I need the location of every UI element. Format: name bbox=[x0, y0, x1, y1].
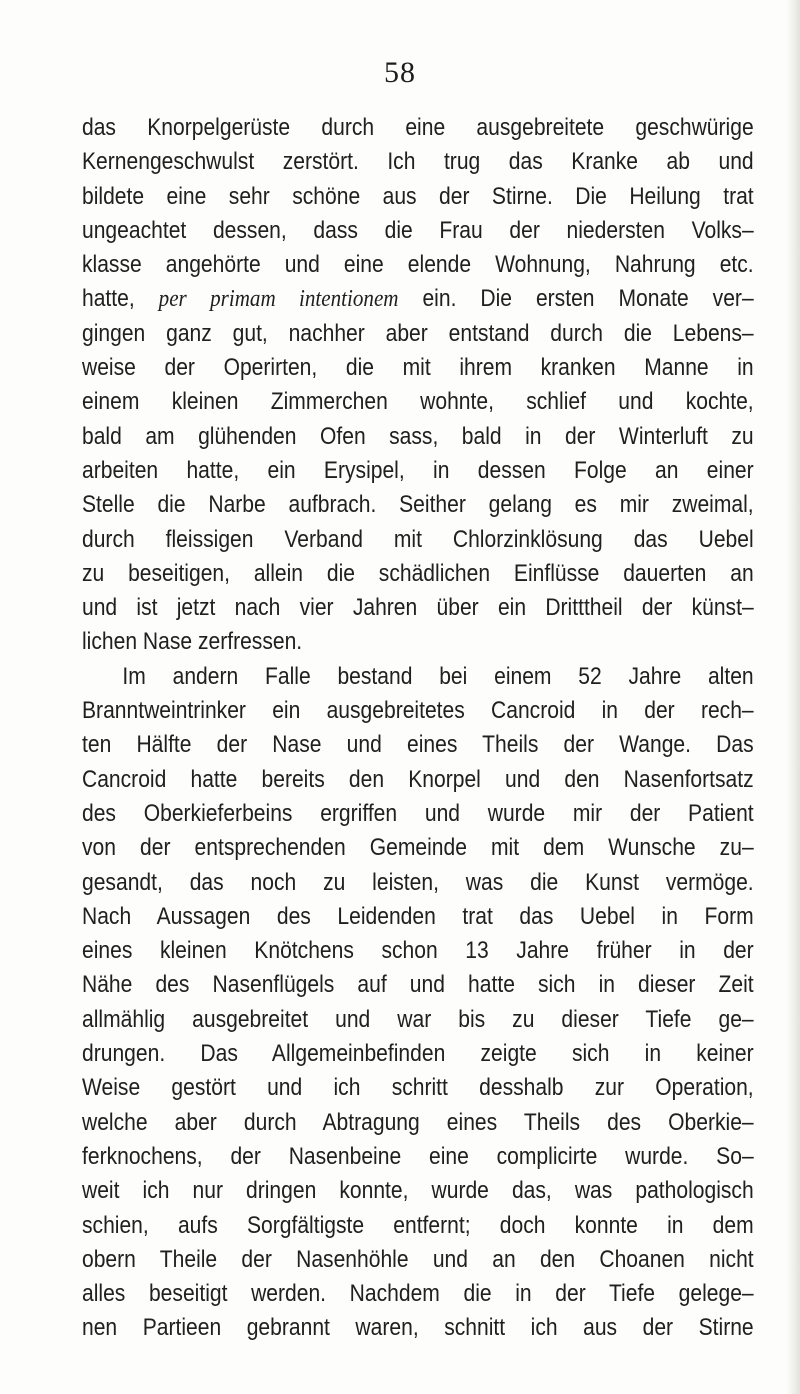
text-line: nen Partieen gebrannt waren, schnitt ich aus der Stirne bbox=[82, 1314, 754, 1342]
page-edge-shadow bbox=[786, 0, 800, 1394]
text-line: alles beseitigt werden. Nachdem die in der Tiefe gelege– bbox=[82, 1280, 754, 1308]
text-line: bald am glühenden Ofen sass, bald in der Winterluft zu bbox=[82, 422, 754, 450]
text-line: Nähe des Nasenflügels auf und hatte sich in dieser Zeit bbox=[82, 971, 754, 999]
italic-latin-phrase: per primam intentionem bbox=[158, 285, 399, 313]
paragraph-end-line: lichen Nase zerfressen. bbox=[82, 628, 303, 656]
text-line: obern Theile der Nasenhöhle und an den Choanen nicht bbox=[82, 1245, 754, 1273]
text-line: Cancroid hatte bereits den Knorpel und den Nasenfortsatz bbox=[82, 765, 754, 793]
text-line: ferknochens, der Nasenbeine eine complicirte wurde. So– bbox=[82, 1142, 754, 1170]
text-line: welche aber durch Abtragung eines Theils des Oberkie– bbox=[82, 1108, 754, 1136]
text-line bbox=[82, 282, 754, 316]
line-text-before-italic: hatte, bbox=[82, 285, 159, 313]
text-line: Kernengeschwulst zerstört. Ich trug das Kranke ab und bbox=[82, 148, 754, 176]
text-line: allmählig ausgebreitet und war bis zu dieser Tiefe ge– bbox=[82, 1005, 754, 1033]
text-line: des Oberkieferbeins ergriffen und wurde mir der Patient bbox=[82, 799, 754, 827]
page-number: 58 bbox=[384, 56, 416, 89]
text-line: arbeiten hatte, ein Erysipel, in dessen Folge an einer bbox=[82, 456, 754, 484]
text-line: gingen ganz gut, nachher aber entstand durch die Lebens– bbox=[82, 319, 754, 347]
body-text bbox=[82, 111, 754, 1346]
text-line: Branntweintrinker ein ausgebreitetes Cancroid in der rech– bbox=[82, 697, 754, 725]
text-line: bildete eine sehr schöne aus der Stirne. Die Heilung trat bbox=[82, 182, 754, 210]
text-line: Stelle die Narbe aufbrach. Seither gelang es mir zweimal, bbox=[82, 491, 754, 519]
text-line: von der entsprechenden Gemeinde mit dem Wunsche zu– bbox=[82, 834, 754, 862]
text-line: drungen. Das Allgemeinbefinden zeigte sich in keiner bbox=[82, 1040, 754, 1068]
text-line: Nach Aussagen des Leidenden trat das Uebel in Form bbox=[82, 902, 754, 930]
text-line: ten Hälfte der Nase und eines Theils der Wange. Das bbox=[82, 731, 754, 759]
text-line: und ist jetzt nach vier Jahren über ein Dritttheil der künst– bbox=[82, 594, 754, 622]
text-line: Weise gestört und ich schritt desshalb zur Operation, bbox=[82, 1074, 754, 1102]
text-line: eines kleinen Knötchens schon 13 Jahre früher in der bbox=[82, 937, 754, 965]
line-text-after-italic: ein. Die ersten Monate ver– bbox=[398, 285, 754, 313]
text-line: gesandt, das noch zu leisten, was die Kunst vermöge. bbox=[82, 868, 754, 896]
text-line: weise der Operirten, die mit ihrem kranken Manne in bbox=[82, 354, 754, 382]
text-line: weit ich nur dringen konnte, wurde das, was pathologisch bbox=[82, 1177, 754, 1205]
text-line: schien, aufs Sorgfältigste entfernt; doch konnte in dem bbox=[82, 1211, 754, 1239]
text-line: zu beseitigen, allein die schädlichen Einflüsse dauerten an bbox=[82, 559, 754, 587]
text-line: durch fleissigen Verband mit Chlorzinklösung das Uebel bbox=[82, 525, 754, 553]
text-line: ungeachtet dessen, dass die Frau der niedersten Volks– bbox=[82, 216, 754, 244]
paragraph-start-line: Im andern Falle bestand bei einem 52 Jahre alten bbox=[122, 662, 754, 690]
text-line: das Knorpelgerüste durch eine ausgebreitete geschwürige bbox=[82, 114, 754, 141]
text-line: einem kleinen Zimmerchen wohnte, schlief und kochte, bbox=[82, 388, 754, 416]
text-line: klasse angehörte und eine elende Wohnung, Nahrung etc. bbox=[82, 251, 754, 279]
